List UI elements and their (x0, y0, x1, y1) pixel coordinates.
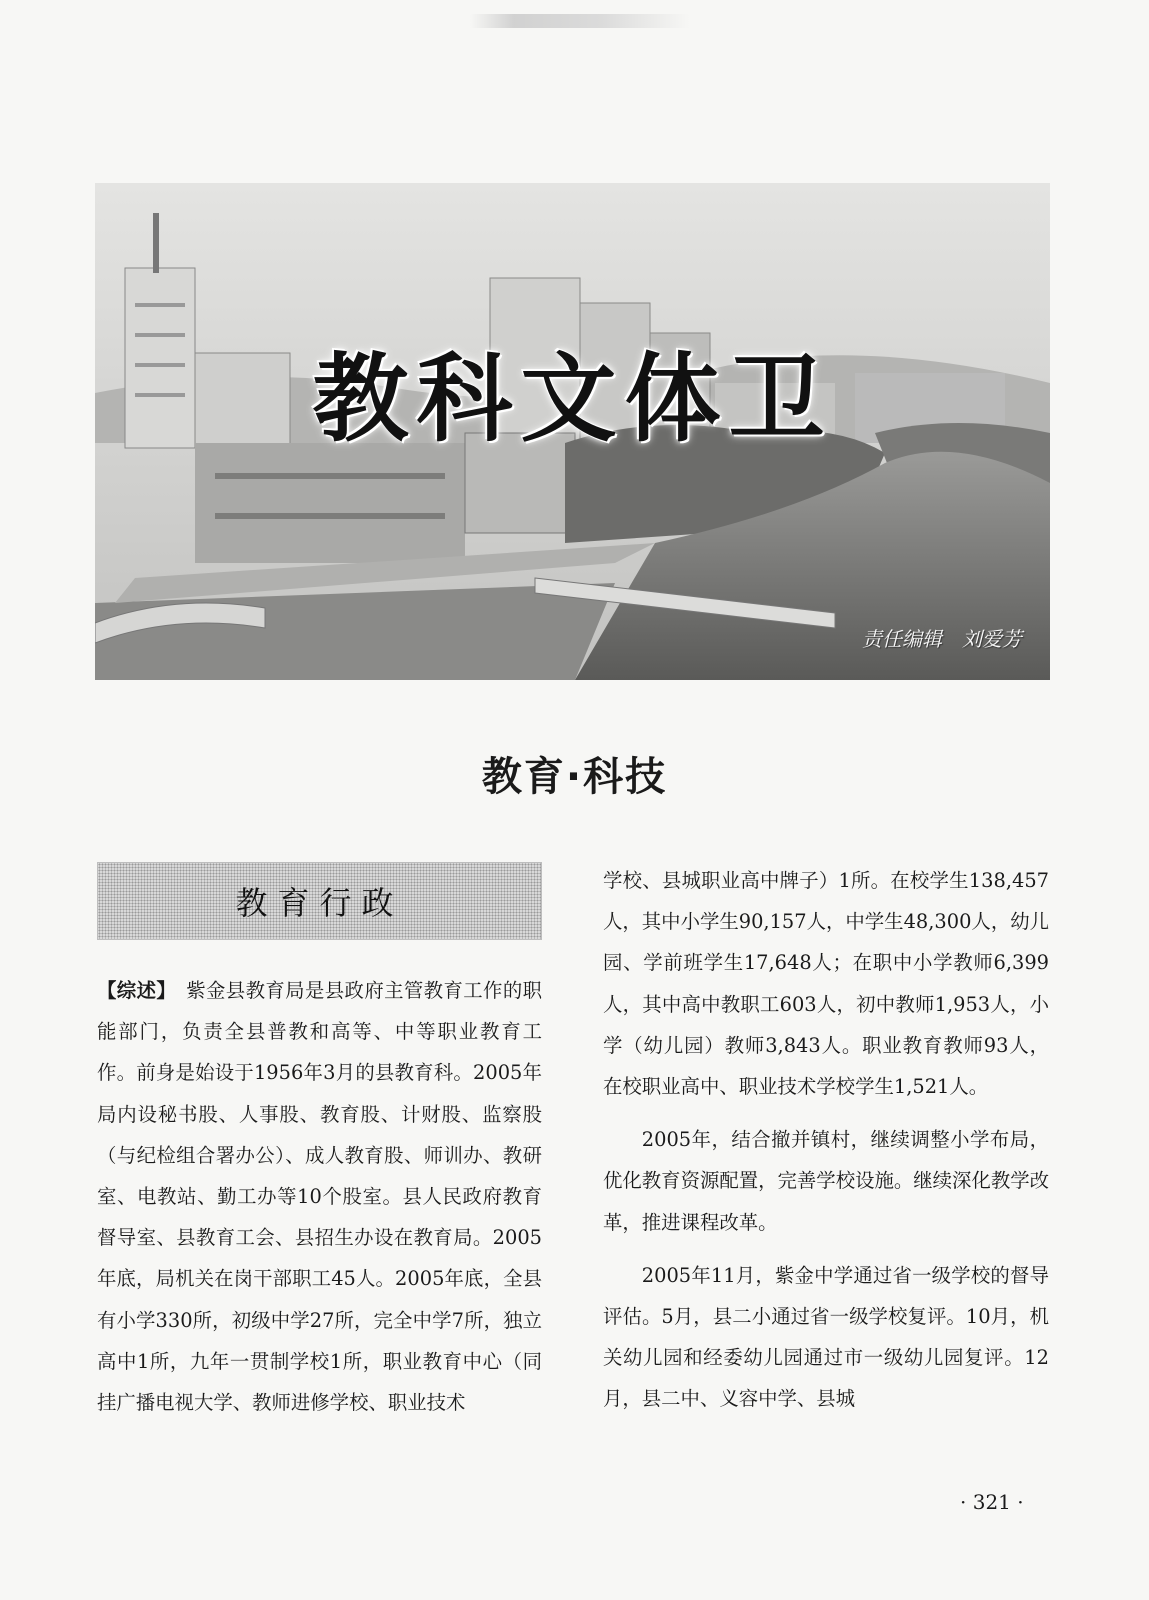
banner-title: 教科文体卫 (312, 343, 833, 455)
page-number: · 321 · (960, 1490, 1024, 1514)
overview-lead: 【综述】 (97, 979, 167, 1002)
overview-text: 紫金县教育局是县政府主管教育工作的职能部门，负责全县普教和高等、中等职业教育工作。前身是始设于1956年3月的县教育科。2005年局内设秘书股、人事股、教育股、计财股、监察股（与纪检组合署办公）、成人教育股、师训办、教研室、电教站、勤工办等10个股室。县人民政府教育督导室、县教育工会、县招生办设在教育局。2005年底，局机关在岗干部职工45人。2005年底，全县有小学330所，初级中学27所，完全中学7所，独立高中1所，九年一贯制学校1所，职业教育中心（同挂广播电视大学、教师进修学校、职业技术 (97, 979, 542, 1415)
subsection-heading: 教育行政 (235, 884, 404, 922)
paragraph-continued: 学校、县城职业高中牌子）1所。在校学生138,457人，其中小学生90,157人，中学生48,300人，幼儿园、学前班学生17,648人；在职中小学教师6,399人，其中高中教职工603人，初中教师1,953人，小学（幼儿园）教师3,843人。职业教育教师93人，在校职业高中、职业技术学校学生1,521人。 (603, 869, 1049, 1099)
right-text-column (603, 860, 1049, 1420)
editor-credit: 责任编辑 刘爱芳 (862, 627, 1022, 651)
paragraph-layout-adjustment: 2005年，结合撤并镇村，继续调整小学布局，优化教育资源配置，完善学校设施。继续深化教学改革，推进课程改革。 (603, 1128, 1049, 1234)
subsection-heading-box (97, 862, 542, 940)
left-text-column (97, 970, 542, 1423)
paragraph-school-evaluation: 2005年11月，紫金中学通过省一级学校的督导评估。5月，县二小通过省一级学校复评。10月，机关幼儿园和经委幼儿园通过市一级幼儿园复评。12月，县二中、义容中学、县城 (603, 1263, 1049, 1411)
scan-artifact (470, 14, 690, 28)
overview-paragraph (97, 970, 542, 1423)
section-title: 教育·科技 (481, 754, 668, 800)
cover-photo-banner (95, 183, 1050, 680)
